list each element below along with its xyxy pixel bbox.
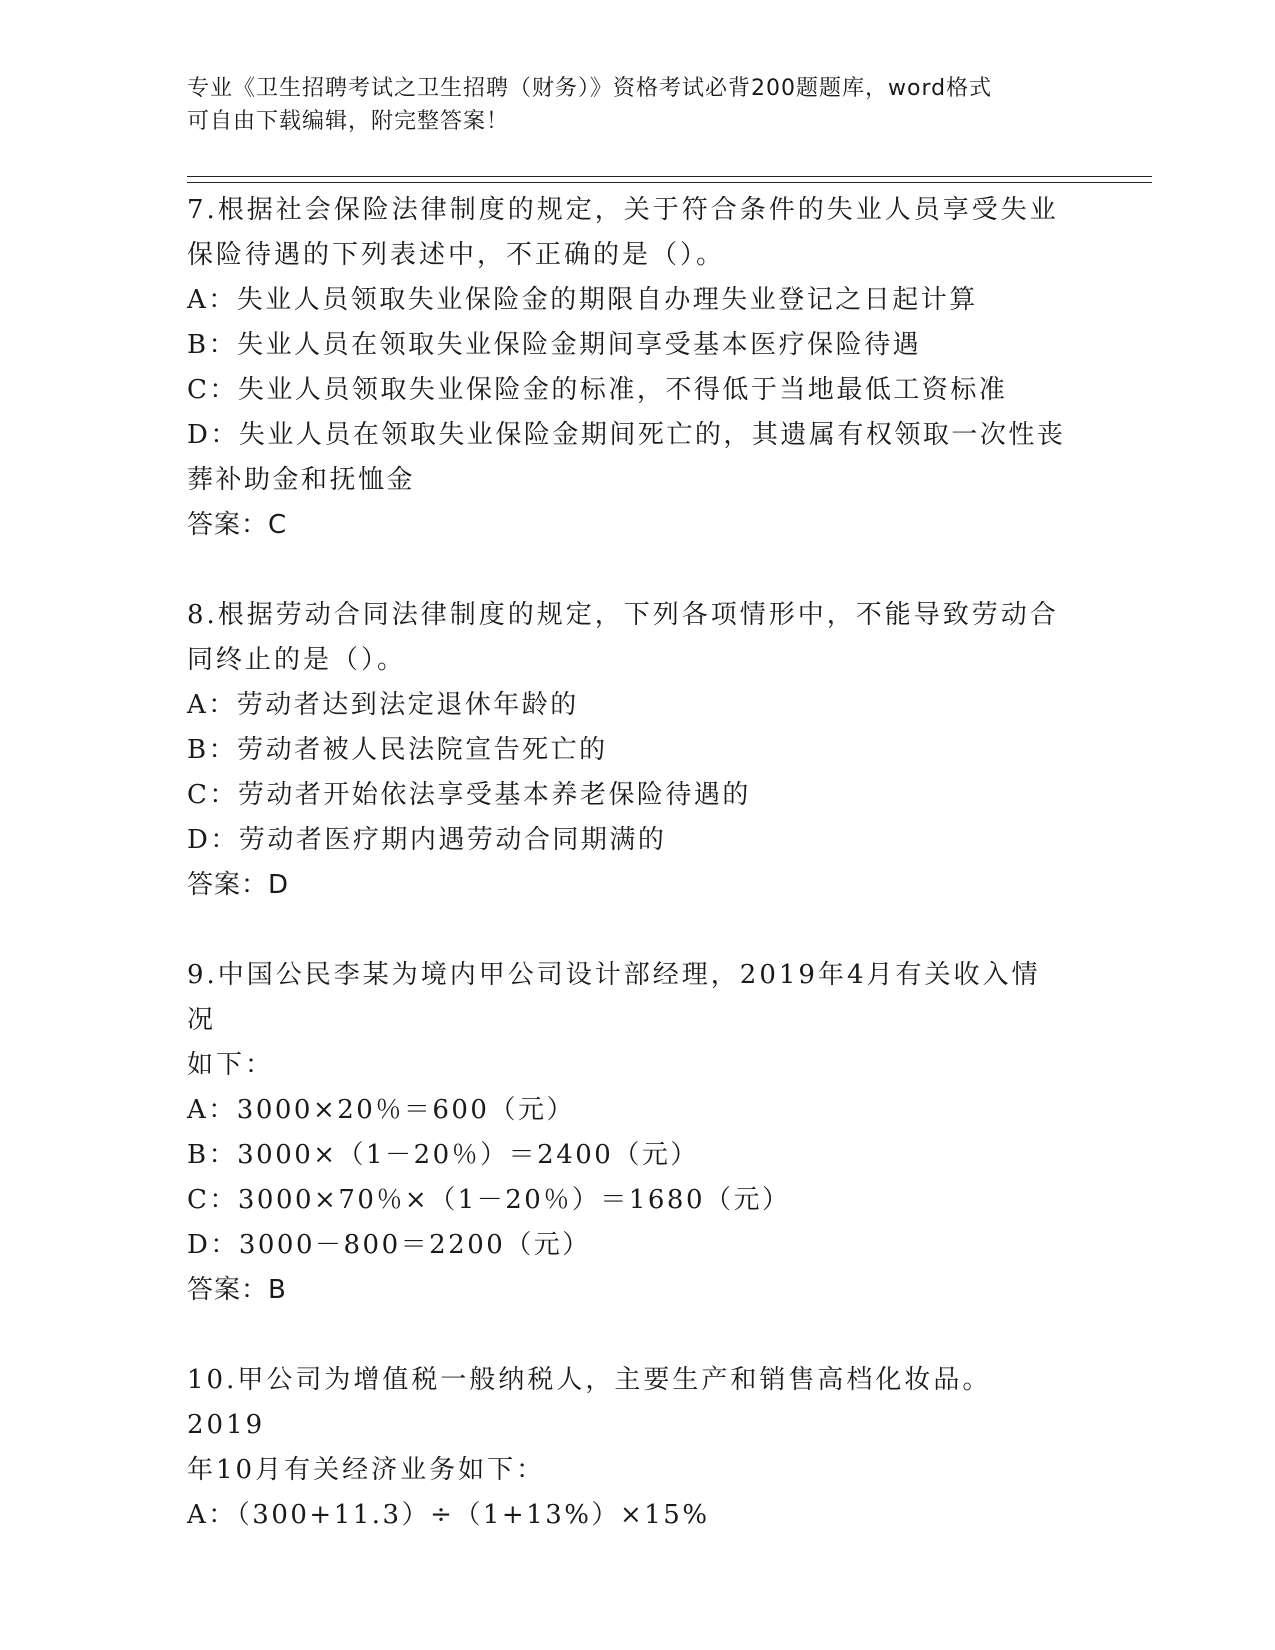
question-block [187,953,1067,1358]
answer-option-line: A：3000×20％＝600（元） [187,1095,575,1125]
answer-key: 答案：D [187,870,290,900]
question-stem-line: 如下： [187,1050,275,1080]
question-stem-line: 8.根据劳动合同法律制度的规定，下列各项情形中，不能导致劳动合 [187,600,1059,630]
question-spacer [187,1313,1067,1358]
header-subtitle-line: 可自由下载编辑，附完整答案！ [187,109,510,134]
answer-option-line: B：3000×（1－20％）＝2400（元） [187,1140,699,1170]
answer-option-line: C：3000×70％×（1－20％）＝1680（元） [187,1185,791,1215]
answer-option-line: 葬补助金和抚恤金 [187,465,416,495]
answer-key: 答案：C [187,510,288,540]
header-title-line: 专业《卫生招聘考试之卫生招聘（财务）》资格考试必背200题题库，word格式 [187,76,993,101]
answer-option-line: A：失业人员领取失业保险金的期限自办理失业登记之日起计算 [187,285,978,315]
question-spacer [187,548,1067,593]
question-block [187,593,1067,953]
answer-option-line: D：失业人员在领取失业保险金期间死亡的，其遗属有权领取一次性丧 [187,420,1066,450]
answer-option-line: A：（300+11.3）÷（1+13%）×15% [187,1500,710,1530]
document-header [187,72,1067,138]
question-spacer [187,908,1067,953]
answer-option-line: B：失业人员在领取失业保险金期间享受基本医疗保险待遇 [187,330,922,360]
header-divider [187,176,1152,177]
header-divider-secondary [187,182,1152,183]
question-stem-line: 9.中国公民李某为境内甲公司设计部经理，2019年4月有关收入情况 [187,960,1041,1035]
question-stem-line: 7.根据社会保险法律制度的规定，关于符合条件的失业人员享受失业 [187,195,1059,225]
question-stem-line: 10.甲公司为增值税一般纳税人，主要生产和销售高档化妆品。2019 [187,1365,992,1440]
answer-key: 答案：B [187,1275,287,1305]
answer-option-line: C：失业人员领取失业保险金的标准，不得低于当地最低工资标准 [187,375,1008,405]
answer-option-line: C：劳动者开始依法享受基本养老保险待遇的 [187,780,751,810]
answer-option-line: A：劳动者达到法定退休年龄的 [187,690,579,720]
question-stem-line: 同终止的是（）。 [187,645,407,675]
answer-option-line: D：劳动者医疗期内遇劳动合同期满的 [187,825,667,855]
question-stem-line: 年10月有关经济业务如下： [187,1455,546,1485]
answer-option-line: D：3000－800＝2200（元） [187,1230,591,1260]
answer-option-line: B：劳动者被人民法院宣告死亡的 [187,735,608,765]
question-block [187,188,1067,593]
question-list [187,188,1067,1538]
question-stem-line: 保险待遇的下列表述中，不正确的是（）。 [187,240,726,270]
question-block [187,1358,1067,1538]
